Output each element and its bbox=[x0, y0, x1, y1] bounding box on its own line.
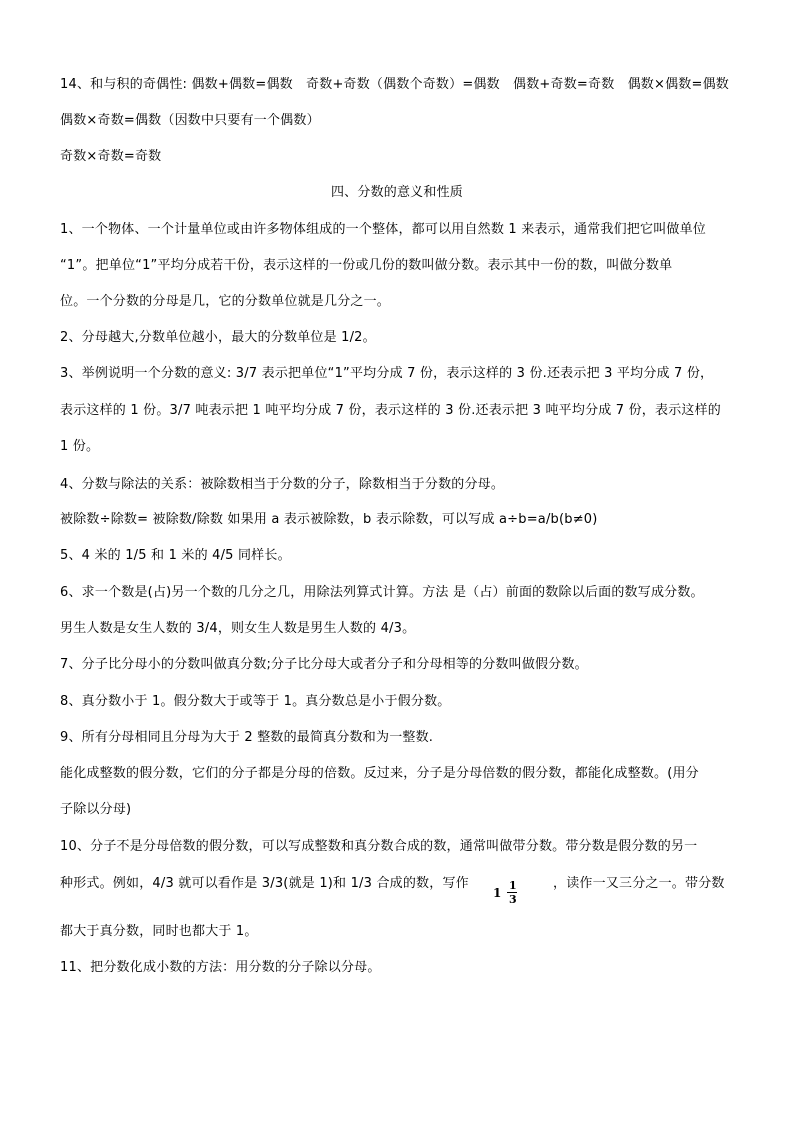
mixed-fraction-denominator: 3 bbox=[509, 893, 517, 906]
paragraph-line: 5、4 米的 1/5 和 1 米的 4/5 同样长。 bbox=[60, 548, 291, 563]
paragraph-line: 11、把分数化成小数的方法：用分数的分子除以分母。 bbox=[60, 960, 381, 975]
parity-rule-line: 偶数×奇数=偶数（因数中只要有一个偶数） bbox=[60, 113, 320, 128]
mixed-fraction bbox=[493, 879, 525, 907]
paragraph-line: 3、举例说明一个分数的意义: 3/7 表示把单位“1”平均分成 7 份，表示这样的 3 份.还表示把 3 平均分成 7 份， bbox=[60, 366, 714, 381]
mixed-fraction-numerator: 1 bbox=[509, 879, 517, 892]
paragraph-line: 子除以分母) bbox=[60, 802, 132, 817]
paragraph-line: 被除数÷除数= 被除数/除数 如果用 a 表示被除数，b 表示除数，可以写成 a÷b=a/b(b≠0) bbox=[60, 512, 598, 527]
paragraph-line: 6、求一个数是(占)另一个数的几分之几，用除法列算式计算。方法 是（占）前面的数除以后面的数写成分数。 bbox=[60, 585, 704, 600]
paragraph-line: “1”。把单位“1”平均分成若干份，表示这样的一份或几份的数叫做分数。表示其中一份的数，叫做分数单 bbox=[60, 258, 673, 273]
paragraph-line: 9、所有分母相同且分母为大于 2 整数的最简真分数和为一整数. bbox=[60, 730, 434, 745]
paragraph-line: 1、一个物体、一个计量单位或由许多物体组成的一个整体，都可以用自然数 1 来表示，通常我们把它叫做单位 bbox=[60, 222, 707, 237]
paragraph-line: 10、分子不是分母倍数的假分数，可以写成整数和真分数合成的数，通常叫做带分数。带分数是假分数的另一 bbox=[60, 839, 698, 854]
paragraph-line: 2、分母越大,分数单位越小，最大的分数单位是 1/2。 bbox=[60, 330, 376, 345]
paragraph-line: 都大于真分数，同时也都大于 1。 bbox=[60, 924, 258, 939]
parity-rule-line: 14、和与积的奇偶性: 偶数+偶数=偶数 奇数+奇数（偶数个奇数）=偶数 偶数+奇数=奇数 偶数×偶数=偶数 bbox=[60, 77, 729, 92]
paragraph-line: 1 份。 bbox=[60, 439, 100, 454]
paragraph-line: 男生人数是女生人数的 3/4，则女生人数是男生人数的 4/3。 bbox=[60, 621, 416, 636]
paragraph-line: 8、真分数小于 1。假分数大于或等于 1。真分数总是小于假分数。 bbox=[60, 694, 451, 709]
parity-rule-line: 奇数×奇数=奇数 bbox=[60, 149, 162, 164]
paragraph-line: 能化成整数的假分数，它们的分子都是分母的倍数。反过来，分子是分母倍数的假分数，都能化成整数。(用分 bbox=[60, 766, 699, 781]
paragraph-line: ，读作一又三分之一。带分数 bbox=[553, 876, 725, 891]
mixed-fraction-whole: 1 bbox=[493, 886, 502, 900]
paragraph-line: 表示这样的 1 份。3/7 吨表示把 1 吨平均分成 7 份，表示这样的 3 份.还表示把 3 吨平均分成 7 份，表示这样的 bbox=[60, 403, 722, 418]
paragraph-line: 7、分子比分母小的分数叫做真分数;分子比分母大或者分子和分母相等的分数叫做假分数。 bbox=[60, 657, 588, 672]
paragraph-line: 4、分数与除法的关系：被除数相当于分数的分子，除数相当于分数的分母。 bbox=[60, 477, 505, 492]
section-title: 四、分数的意义和性质 bbox=[330, 185, 463, 200]
paragraph-line: 种形式。例如，4/3 就可以看作是 3/3(就是 1)和 1/3 合成的数，写作 bbox=[60, 876, 469, 891]
paragraph-line: 位。一个分数的分母是几，它的分数单位就是几分之一。 bbox=[60, 294, 391, 309]
